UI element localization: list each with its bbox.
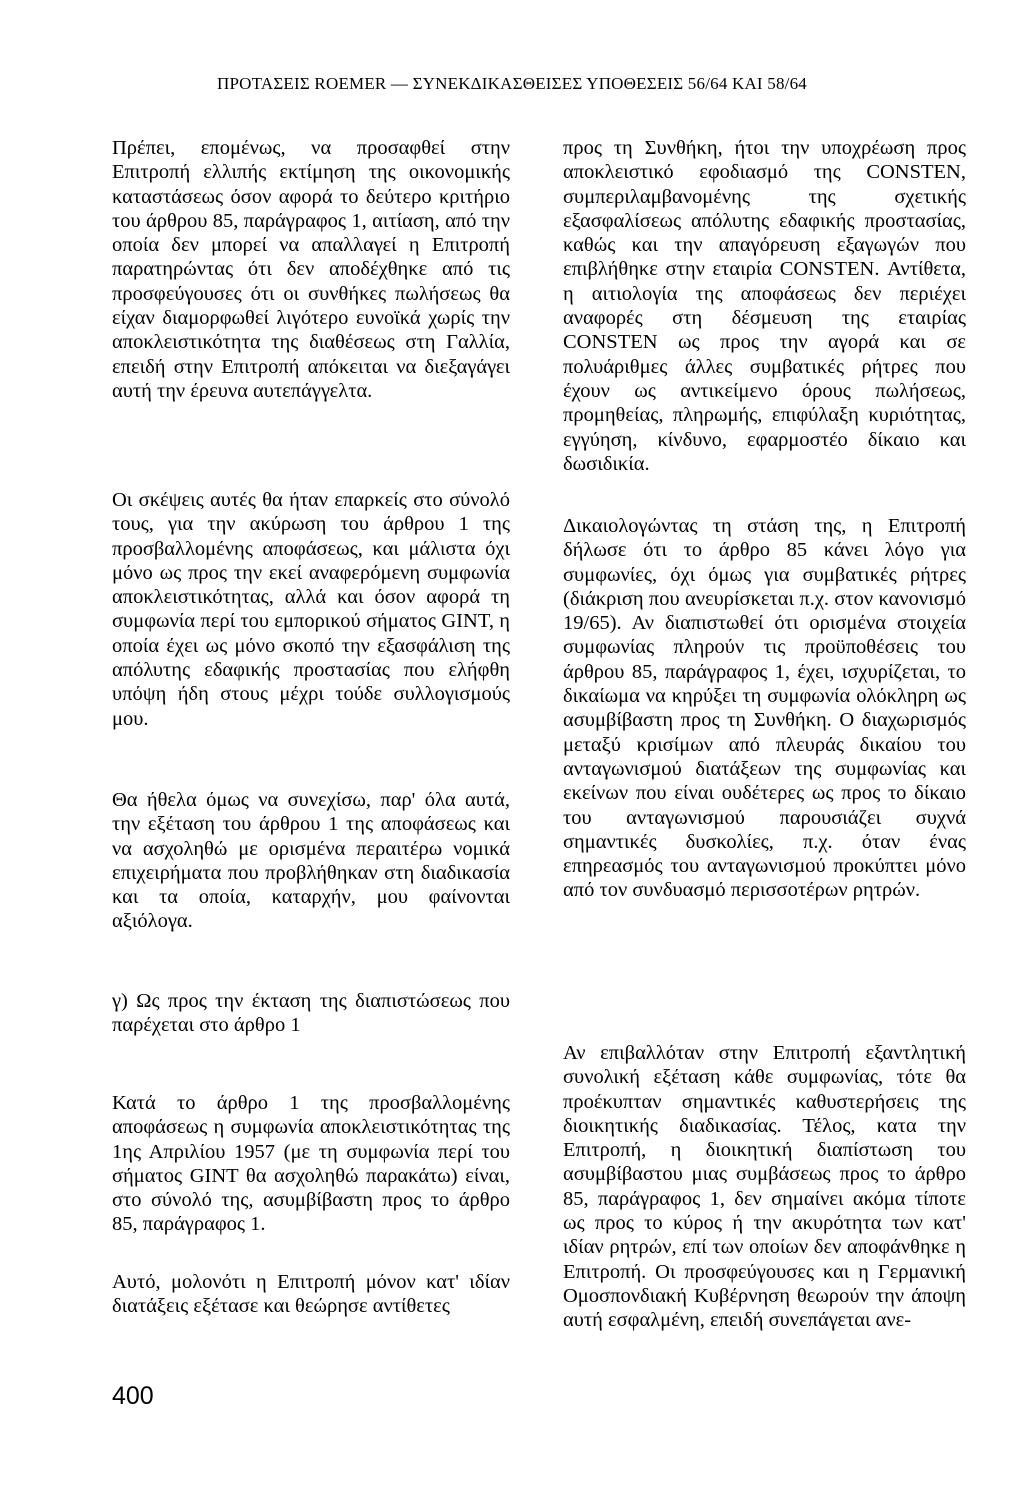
left-paragraph-5: Αυτό, μολονότι η Επιτροπή μόνον κατ' ιδίαν διατάξεις εξέτασε και θεώρησε αντίθετες <box>112 1271 510 1318</box>
right-paragraph-1: προς τη Συνθήκη, ήτοι την υποχρέωση προς αποκλειστικό εφοδιασμό της CONSTEN, συμπεριλαμβανομένης της σχετικής εξασφαλίσεως απόλυτης εδαφικής προστασίας, καθώς και την απαγόρευση εξαγωγών που επιβλήθηκε στην εταιρία CONSTEN. Αντίθετα, η αιτιολογία της αποφάσεως δεν περιέχει αναφορές στη δέσμευση της εταιρίας CONSTEN ως προς την αγορά και σε πολυάριθμες άλλες συμβατικές ρήτρες που έχουν ως αντικείμενο όρους πωλήσεως, προμηθείας, πληρωμής, επιφύλαξη κυριότητας, εγγύηση, κίνδυνο, εφαρμοστέο δίκαιο και δωσιδικία. <box>563 137 966 475</box>
left-paragraph-2: Οι σκέψεις αυτές θα ήταν επαρκείς στο σύνολό τους, για την ακύρωση του άρθρου 1 της προσβαλλομένης αποφάσεως, και μάλιστα όχι μόνο ως προς την εκεί αναφερόμενη συμφωνία αποκλειστικότητας, αλλά και όσον αφορά τη συμφωνία περί του εμπορικού σήματος GINT, η οποία έχει ως μόνο σκοπό την εξασφάλιση της απόλυτης εδαφικής προστασίας που ελήφθη υπόψη ήδη στους μέχρι τούδε συλλογισμούς μου. <box>112 489 510 730</box>
running-header: ΠΡΟΤΑΣΕΙΣ ROEMER — ΣΥΝΕΚΔΙΚΑΣΘΕΙΣΕΣ ΥΠΟΘΕΣΕΙΣ 56/64 ΚΑΙ 58/64 <box>217 74 807 93</box>
left-paragraph-4: Κατά το άρθρο 1 της προσβαλλομένης αποφάσεως η συμφωνία αποκλειστικότητας της 1ης Απριλίου 1957 (με τη συμφωνία περί του σήματος GINT θα ασχοληθώ παρακάτω) είναι, στο σύνολό της, ασυμβίβαστη προς το άρθρο 85, παράγραφος 1. <box>112 1092 510 1236</box>
left-paragraph-1: Πρέπει, επομένως, να προσαφθεί στην Επιτροπή ελλιπής εκτίμηση της οικονομικής καταστάσεως όσον αφορά το δεύτερο κριτήριο του άρθρου 85, παράγραφος 1, αιτίαση, από την οποία δεν μπορεί να απαλλαγεί η Επιτροπή παρατηρώντας ότι δεν αποδέχθηκε από τις προσφεύγουσες ότι οι συνθήκες πωλήσεως θα είχαν διαμορφωθεί λιγότερο ευνοϊκά χωρίς την αποκλειστικότητα της διαθέσεως στη Γαλλία, επειδή στην Επιτροπή απόκειται να διεξαγάγει αυτή την έρευνα αυτεπάγγελτα. <box>112 137 510 402</box>
right-paragraph-2: Δικαιολογώντας τη στάση της, η Επιτροπή δήλωσε ότι το άρθρο 85 κάνει λόγο για συμφωνίες, όχι όμως για συμβατικές ρήτρες (διάκριση που ανευρίσκεται π.χ. στον κανονισμό 19/65). Αν διαπιστωθεί ότι ορισμένα στοιχεία συμφωνίας πληρούν τις προϋποθέσεις του άρθρου 85, παράγραφος 1, έχει, ισχυρίζεται, το δικαίωμα να κηρύξει τη συμφωνία ολόκληρη ως ασυμβίβαστη προς τη Συνθήκη. Ο διαχωρισμός μεταξύ κρισίμων από πλευράς δικαίου του ανταγωνισμού διατάξεων της συμφωνίας και εκείνων που είναι ουδέτερες ως προς το δίκαιο του ανταγωνισμού παρουσιάζει συχνά σημαντικές δυσκολίες, π.χ. όταν ένας επηρεασμός του ανταγωνισμού προκύπτει μόνο από τον συνδυασμό περισσοτέρων ρητρών. <box>563 515 966 902</box>
left-paragraph-3: Θα ήθελα όμως να συνεχίσω, παρ' όλα αυτά, την εξέταση του άρθρου 1 της αποφάσεως και να ασχοληθώ με ορισμένα περαιτέρω νομικά επιχειρήματα που προβλήθηκαν στη διαδικασία και τα οποία, καταρχήν, μου φαίνονται αξιόλογα. <box>112 789 510 933</box>
page-number: 400 <box>112 1382 154 1410</box>
right-paragraph-3: Αν επιβαλλόταν στην Επιτροπή εξαντλητική συνολική εξέταση κάθε συμφωνίας, τότε θα προέκυπταν σημαντικές καθυστερήσεις της διοικητικής διαδικασίας. Τέλος, κατα την Επιτροπή, η διοικητική διαπίστωση του ασυμβίβαστου μιας συμβάσεως προς το άρθρο 85, παράγραφος 1, δεν σημαίνει ακόμα τίποτε ως προς το κύρος ή την ακυρότητα των κατ' ιδίαν ρητρών, επί των οποίων δεν αποφάνθηκε η Επιτροπή. Οι προσφεύγουσες και η Γερμανική Ομοσπονδιακή Κυβέρνηση θεωρούν την άποψη αυτή εσφαλμένη, επειδή συνεπάγεται ανε- <box>563 1042 966 1332</box>
section-heading-c: γ) Ως προς την έκταση της διαπιστώσεως που παρέχεται στο άρθρο 1 <box>112 990 510 1037</box>
